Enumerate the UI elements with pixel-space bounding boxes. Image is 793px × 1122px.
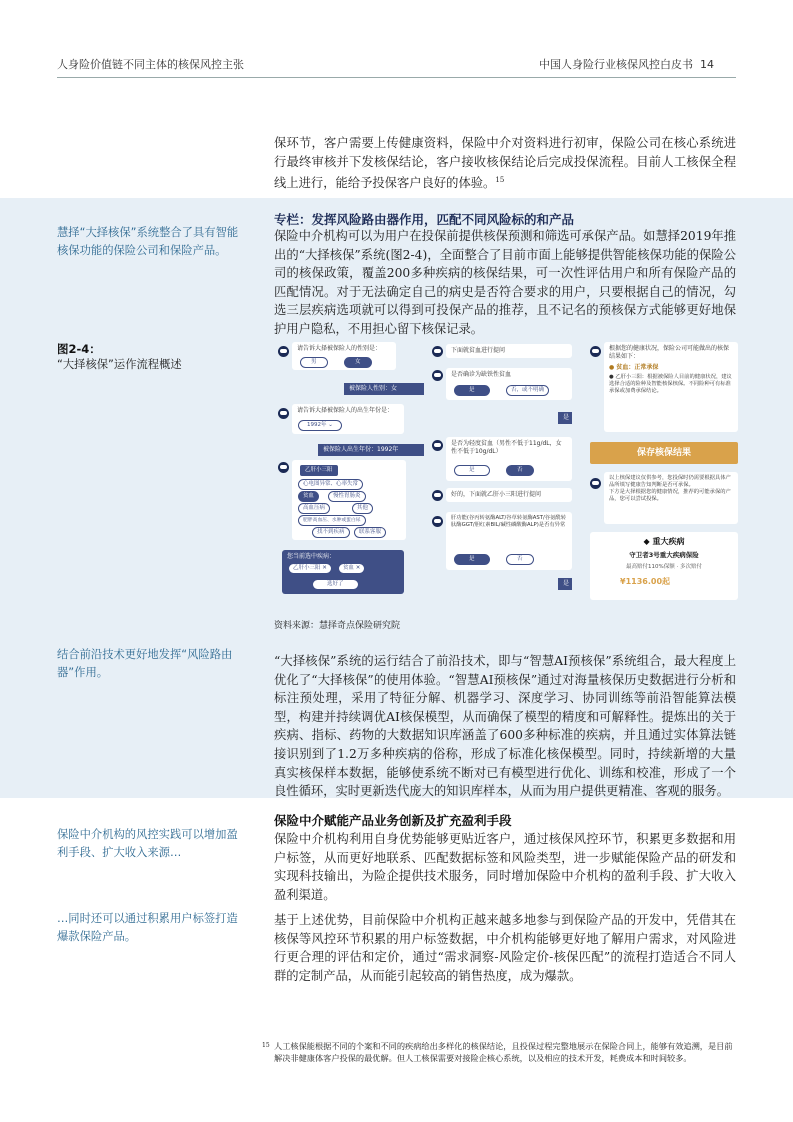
option-yes: 是 xyxy=(454,385,490,396)
chat-bubble-hepatitis-intro: 好的，下面就乙肝小三阳进行提问 xyxy=(446,488,572,502)
paragraph-intro-text: 保环节，客户需要上传健康资料，保险中介对资料进行初审，保险公司在核心系统进行最终审核并下发核保结论，客户接收核保结论后完成投保流程。目前人工核保全程线上进行，能给予投保客户良好的体验。 xyxy=(274,136,736,191)
sidebar-note-2: 结合前沿技术更好地发挥“风险路由器”作用。 xyxy=(57,648,233,679)
selected-disease-chip: 乙肝小三阳 ✕ xyxy=(288,563,332,574)
disease-tag: 乙肝小三阳 xyxy=(300,465,338,476)
option-no: 否 xyxy=(506,554,534,565)
user-reply-yes: 是 xyxy=(558,412,572,424)
running-header-left: 人身险价值链不同主体的核保风控主张 xyxy=(57,58,244,71)
chat-column-3 xyxy=(590,340,742,602)
sidebar-note-4: …同时还可以通过积累用户标签打造爆款保险产品。 xyxy=(57,912,238,943)
assistant-avatar-icon xyxy=(590,346,601,357)
product-price: ¥1136.00起 xyxy=(620,577,671,586)
option-no-unclear: 否，或不明确 xyxy=(506,385,549,396)
product-category-text: 重大疾病 xyxy=(652,537,685,546)
paragraph-ai-system: “大择核保”系统的运行结合了前沿技术，即与“智慧AI预核保”系统组合，最大程度上优化了“大择核保”的使用体验。“智慧AI预核保”通过对海量核保历史数据进行分析和标注预处理，采用了特征分解、机器学习、深度学习、协同训练等前沿智能算法模型，构建并持续调优AI核保模型，从而确保了模型的精度和可解释性。提炼出的关于疾病、指标、药物的大数据知识库涵盖了600多种标准的疾病，并且通过实体算法链接识别到了1.2万多种疾病的俗称，形成了标准化核保模型。同时，持续新增的大量真实核保样本数据，能够使系统不断对已有模型进行优化、训练和校准，形成了一个良性循环，实时更新迭代庞大的知识库样本，从而为用户提供更精准、客观的服务。 xyxy=(274,654,736,799)
chat-bubble-anemia-q1 xyxy=(446,368,572,400)
result-text: 根据您的健康状况，保险公司可能做出的核保结果如下： xyxy=(609,345,730,360)
year-select: 1992年 ⌄ xyxy=(298,420,342,431)
question-text: 请告诉大择被保险人的出生年份是： xyxy=(297,407,394,414)
running-header-right xyxy=(539,56,714,72)
chat-bubble-confirm xyxy=(282,550,404,594)
paragraph-feature: 保险中介机构可以为用户在投保前提供核保预测和筛选可承保产品。如慧择2019年推出的“大择核保”系统(图2-4)，全面整合了目前市面上能够提供智能核保功能的保险公司的核保政策，覆盖200多种疾病的核保结果，可一次性评估用户和所有保险产品的匹配情况。对于无法确定自己的病史是否符合要求的用户，只要根据自己的情况，勾选三层疾病选项就可以得到可投保产品的推荐，且不记名的预核保方式能够更好地保护用户隐私，不用担心留下核保记录。 xyxy=(274,229,736,336)
disease-chip: 慢性胃肠炎 xyxy=(328,491,366,502)
assistant-avatar-icon xyxy=(590,478,601,489)
option-yes: 是 xyxy=(454,465,490,476)
chat-bubble-result xyxy=(604,342,738,432)
assistant-avatar-icon xyxy=(278,462,289,473)
paragraph-intro xyxy=(274,134,736,193)
selected-disease-label: 乙肝小三阳 xyxy=(293,565,321,571)
result-hepatitis: ● 乙肝小三阳：根据被保险人目前的健康状况，建议选择合适的险种及智能核保核保。不同险种可有标准承保或加费承保结论。 xyxy=(609,374,732,394)
product-subtitle: 最高赔付110%保额 · 多次赔付 xyxy=(626,564,702,570)
option-female: 女 xyxy=(344,357,372,368)
chat-bubble-note xyxy=(604,472,738,524)
option-yes: 是 xyxy=(454,554,490,565)
chat-bubble-gender xyxy=(292,342,396,370)
product-card xyxy=(590,532,738,600)
assistant-avatar-icon xyxy=(432,440,443,451)
result-anemia: ● 贫血：正常承保 xyxy=(609,364,659,371)
save-result-banner: 保存核保结果 xyxy=(590,442,738,464)
selected-disease-chip: 贫血 ✕ xyxy=(338,563,365,574)
product-name: 守卫者3号重大疾病保险 xyxy=(629,551,699,559)
sidebar-note-3: 保险中介机构的风控实践可以增加盈利手段、扩大收入来源… xyxy=(57,828,238,859)
question-text: 请告诉大择被保险人的性别是： xyxy=(297,345,382,352)
feature-title: 专栏：发挥风险路由器作用，匹配不同风险标的和产品 xyxy=(274,212,575,227)
paragraph-intermediary: 保险中介机构利用自身优势能够更贴近客户，通过核保风控环节，积累更多数据和用户标签，从而更好地联系、匹配数据标签和风险类型，进一步赋能保险产品的研发和实现科技输出，为险企提供技术服务，同时增加保险中介机构的盈利手段、扩大收入盈利渠道。 xyxy=(274,832,736,902)
disease-chip: 心电图异常、心率失常 xyxy=(298,479,363,490)
result-hepatitis-text: 乙肝小三阳：根据被保险人目前的健康状况，建议选择合适的险种及智能核保核保。不同险种可有标准承保或加费承保结论。 xyxy=(609,374,732,394)
confirm-button: 选好了 xyxy=(312,579,359,590)
assistant-avatar-icon xyxy=(432,516,443,527)
header-title: 中国人身险行业核保风控白皮书 xyxy=(539,58,693,71)
assistant-avatar-icon xyxy=(432,490,443,501)
footnote xyxy=(262,1040,736,1064)
question-text: 肝功能(谷丙转氨酶ALT/谷草转氨酶AST/谷氨酰转肽酶GGT/胆红素BIL/碱性磷酸酶ALP)是否有异常 xyxy=(451,515,566,528)
footnote-ref: 15 xyxy=(495,176,505,185)
confirm-title: 您当前选中疾病： xyxy=(287,553,336,560)
result-anemia-text: 贫血：正常承保 xyxy=(616,364,659,371)
page-number: 14 xyxy=(700,58,714,71)
chat-bubble-hepatitis-q xyxy=(446,512,572,570)
assistant-avatar-icon xyxy=(278,408,289,419)
paragraph-product-dev: 基于上述优势，目前保险中介机构正越来越多地参与到保险产品的开发中，凭借其在核保等风控环节积累的用户标签数据，中介机构能够更好地了解用户需求，对风险进行更合理的评估和定价，通过“需求洞察-风险定价-核保匹配”的流程打造适合不同人群的定制产品，从而能引起较高的销售热度，成为爆款。 xyxy=(274,913,736,983)
disease-chip: 贫血 xyxy=(298,491,319,502)
figure-caption: “大择核保”运作流程概述 xyxy=(57,358,182,371)
disease-chip: 找不到疾病 xyxy=(312,527,350,538)
question-text: 是否为轻度贫血（男性不低于11g/dL，女性不低于10g/dL） xyxy=(451,440,562,455)
chat-bubble-anemia-q2 xyxy=(446,437,572,481)
footnote-number: 15 xyxy=(262,1042,270,1049)
chat-column-2 xyxy=(432,340,582,602)
figure-label: 图2-4： xyxy=(57,342,101,356)
disease-chip: 高血压病 xyxy=(298,503,330,514)
year-select-value: 1992年 xyxy=(307,422,327,428)
assistant-avatar-icon xyxy=(432,370,443,381)
chat-bubble-birthyear xyxy=(292,404,404,434)
disease-chip: 联系客服 xyxy=(354,527,386,538)
assistant-avatar-icon xyxy=(278,346,289,357)
sidebar-note-1: 慧择“大择核保”系统整合了具有智能核保功能的保险公司和保险产品。 xyxy=(57,226,239,257)
chat-bubble-disease-select xyxy=(292,460,406,540)
footnote-text: 人工核保能根据不同的个案和不同的疾病给出多样化的核保结论，且投保过程完整地展示在保险合同上，能够有效追溯，是目前解决非健康体客户投保的最优解。但人工核保需要对接险企核心系统，以及相应的技术开发，耗费成本和时间较多。 xyxy=(274,1041,733,1063)
chat-bubble-anemia-intro: 下面就贫血进行提问 xyxy=(446,344,572,358)
note-text-2: 下方是大择根据您的健康情况，推荐的可能承保的产品，您可以尝试投保。 xyxy=(609,489,731,502)
header-divider xyxy=(57,77,736,78)
selected-disease-label: 贫血 xyxy=(343,565,355,571)
question-text: 是否确诊为缺铁性贫血 xyxy=(451,371,512,378)
user-reply-yes: 是 xyxy=(558,578,572,590)
disease-chip: 其他 xyxy=(352,503,373,514)
figure-source: 资料来源：慧择奇点保险研究院 xyxy=(274,621,401,631)
option-no: 否 xyxy=(506,465,534,476)
section-title: 保险中介赋能产品业务创新及扩充盈利手段 xyxy=(274,813,512,828)
disease-chip: 肥胖高血压、水肿或蛋白尿 xyxy=(298,515,366,526)
user-reply-gender: 被保险人性别：女 xyxy=(344,383,424,395)
note-text: 以上核保建议仅供参考，您投保时仍需要根据具体产品所填写健康告知判断是否可承保。 xyxy=(609,475,731,488)
product-category: ◆ 重大疾病 xyxy=(643,537,685,546)
option-male: 男 xyxy=(300,357,328,368)
figure-chat-flow xyxy=(274,340,742,602)
assistant-avatar-icon xyxy=(432,346,443,357)
chat-column-1 xyxy=(274,340,424,602)
user-reply-birthyear: 被保险人出生年份：1992年 xyxy=(318,444,424,456)
